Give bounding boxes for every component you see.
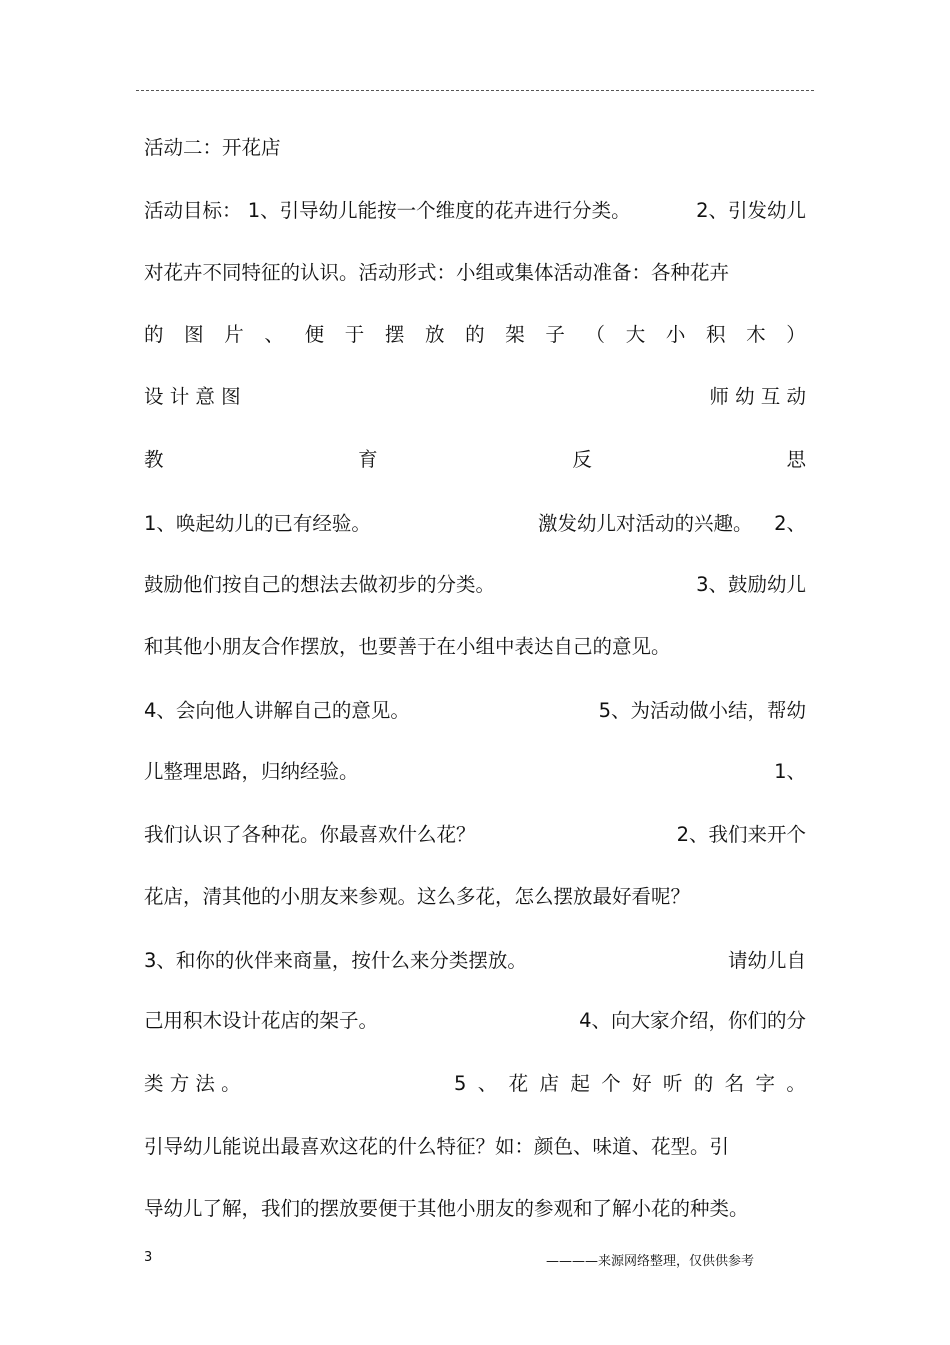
text-segment: 我们认识了各种花。你最喜欢什么花？ [144,823,476,846]
glyph: 便 [304,323,325,346]
body-line-13 [144,884,806,910]
glyph: 、 [477,1072,498,1095]
glyph: 听 [662,1072,683,1095]
body-line-3 [144,260,806,286]
glyph: 5 [454,1072,467,1095]
glyph: 放 [424,323,445,346]
glyph: 店 [539,1072,559,1095]
glyph: 好 [632,1072,652,1095]
body-line-4 [144,322,806,348]
glyph: 育 [358,448,378,471]
text-segment: 2、 [774,512,806,535]
glyph: 字 [755,1072,776,1095]
text-segment: 类 方 法 。 [144,1072,241,1095]
spaced-text-group [454,1071,806,1097]
glyph: 花 [508,1072,529,1095]
body-line-15 [144,1008,806,1034]
source-note: ————来源网络整理，仅供供参考 [546,1254,755,1269]
body-line-12 [144,822,806,848]
glyph: 起 [570,1072,590,1095]
glyph: 子 [545,323,565,346]
body-line-7 [144,511,806,537]
body-line-6 [144,447,806,473]
text-segment: 5、为活动做小结，帮幼 [598,699,806,722]
text-segment: 1、 [774,760,806,783]
text-segment: 4、会向他人讲解自己的意见。 [144,699,410,722]
body-line-2 [144,198,806,224]
glyph: 、 [264,323,284,346]
text-line: 花店，清其他的小朋友来参观。这么多花，怎么摆放最好看呢？ [144,885,691,908]
body-line-16 [144,1071,806,1097]
text-segment: 3、和你的伙伴来商量，按什么来分类摆放。 [144,949,527,972]
body-line-18 [144,1196,806,1222]
glyph: 积 [705,323,726,346]
text-segment: 激发幼儿对活动的兴趣。 [538,512,753,535]
column-heading: 设 计 意 图 [144,385,241,408]
text-segment: 己用积木设计花店的架子。 [144,1009,379,1032]
glyph: 个 [601,1072,621,1095]
glyph: 架 [505,323,525,346]
body-line-17 [144,1134,806,1160]
glyph: 的 [465,323,485,346]
text-line: 引导幼儿能说出最喜欢这花的什么特征？如：颜色、味道、花型。引 [144,1135,730,1158]
body-line-10 [144,698,806,724]
glyph: 小 [665,323,686,346]
glyph: 片 [224,323,244,346]
text-segment: 2、引发幼儿 [696,199,806,222]
text-segment: 儿整理思路，归纳经验。 [144,760,359,783]
text-segment: 3、鼓励幼儿 [696,573,806,596]
text-line: 对花卉不同特征的认识。活动形式：小组或集体活动准备：各种花卉 [144,261,730,284]
body-line-11 [144,759,806,785]
text-segment: 1、唤起幼儿的已有经验。 [144,512,371,535]
text-line: 活动二：开花店 [144,136,281,159]
body-line-8 [144,572,806,598]
body-line-9 [144,634,806,660]
glyph: （ [585,323,606,346]
glyph: ） [786,323,806,346]
glyph: 名 [724,1072,745,1095]
text-line: 导幼儿了解，我们的摆放要便于其他小朋友的参观和了解小花的种类。 [144,1197,749,1220]
column-heading: 师 幼 互 动 [709,385,806,408]
text-segment: 鼓励他们按自己的想法去做初步的分类。 [144,573,496,596]
glyph: 于 [344,323,365,346]
body-line-14 [144,948,806,974]
text-segment: 请幼儿自 [727,949,806,972]
glyph: 教 [144,448,164,471]
glyph: 木 [746,323,766,346]
glyph: 思 [786,448,806,471]
body-line-5 [144,384,806,410]
glyph: 图 [184,323,204,346]
text-segment: 2、我们来开个 [676,823,806,846]
page-number: 3 [144,1250,153,1265]
glyph: 反 [572,448,592,471]
text-segment: 活动目标： 1、引导幼儿能按一个维度的花卉进行分类。 [144,199,631,222]
glyph: 大 [625,323,646,346]
text-line: 和其他小朋友合作摆放，也要善于在小组中表达自己的意见。 [144,635,671,658]
activity-title [144,135,806,161]
glyph: 。 [786,1072,806,1095]
header-rule [136,90,814,91]
glyph: 的 [144,323,164,346]
glyph: 的 [693,1072,714,1095]
text-segment: 4、向大家介绍，你们的分 [579,1009,806,1032]
glyph: 摆 [384,323,405,346]
